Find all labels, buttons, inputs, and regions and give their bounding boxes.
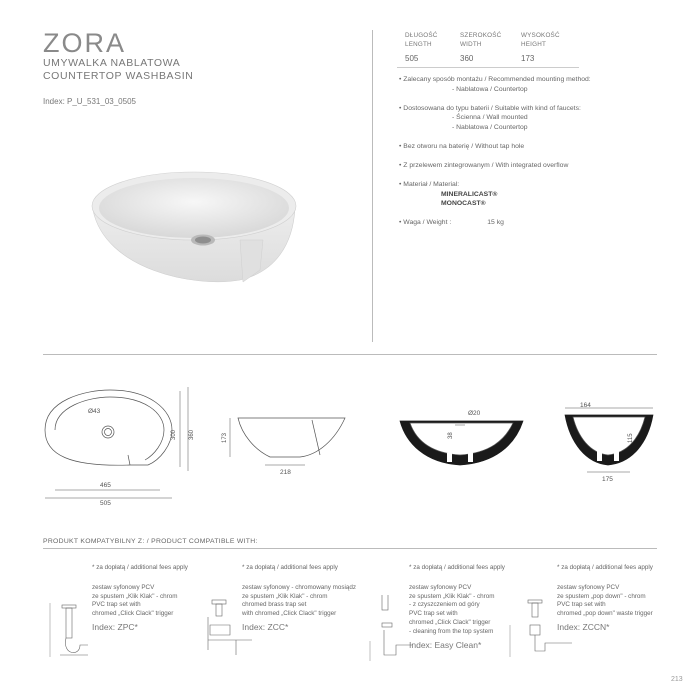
dim-300: 300: [171, 429, 177, 440]
trap-zcc-drawing: [208, 600, 252, 655]
trap-zpc-drawing: [50, 603, 88, 657]
dim-360: 360: [189, 429, 195, 440]
spec-list: [399, 75, 689, 238]
dim-length-value: 505: [405, 54, 419, 63]
spec-overflow: • Z przelewem zintegrowanym / With integrated overflow: [399, 162, 569, 170]
dim-115: 115: [628, 433, 634, 443]
dim-164: 164: [580, 402, 591, 409]
dim-height-label: WYSOKOŚĆ HEIGHT: [521, 32, 560, 48]
dim-length-label: DŁUGOŚĆ LENGTH: [405, 32, 438, 48]
spec-faucet: • Dostosowana do typu baterii / Suitable with kind of faucets: - Ścienna / Wall mounted - Nablatowa / Countertop: [399, 104, 581, 131]
section-divider: [43, 354, 657, 355]
dim-width-value: 360: [460, 54, 474, 63]
subtitle-en: COUNTERTOP WASHBASIN: [43, 70, 194, 82]
spec-weight: • Waga / Weight : 15 kg: [399, 219, 504, 227]
trap-drawings: [40, 595, 580, 670]
dim-height-value: 173: [521, 54, 535, 63]
column-divider: [372, 30, 373, 342]
dim-38: 38: [448, 432, 454, 439]
spec-taphole: • Bez otworu na baterię / Without tap hole: [399, 142, 525, 150]
dim-465: 465: [100, 482, 111, 489]
dim-218: 218: [280, 469, 291, 476]
product-zpc: * za dopłatą / additional fees apply zestaw syfonowy PCV ze spustem „Klik Klak" - chrom PVC trap set with chromed „Click Clack" trigger Index: ZPC*: [92, 564, 188, 632]
top-view-drawing: [45, 387, 188, 498]
product-zcc: * za dopłatą / additional fees apply zestaw syfonowy - chromowany mosiądz ze spustem „Klik Klak" - chrom chromed brass trap set with chromed „Click Clack" trigger Index: ZCC*: [242, 564, 357, 632]
dim-separator: [397, 67, 579, 68]
trap-easy-clean-drawing: [370, 595, 412, 661]
product-zccn: * za dopłatą / additional fees apply zestaw syfonowy PCV ze spustem „pop down" - chrom PVC trap set with chromed „pop down" waste trigger Index: ZCCN*: [557, 564, 653, 632]
product-index: Index: P_U_531_03_0505: [43, 97, 136, 106]
dim-d20: Ø20: [468, 410, 481, 417]
product-easy-clean: * za dopłatą / additional fees apply zestaw syfonowy PCV ze spustem „Klik Klak" - chrom - z czyszczeniem od góry PVC trap set with chromed „Click Clack" trigger - cleaning from the top system Index: Easy Clean*: [409, 564, 505, 650]
section-b-drawing: [565, 408, 653, 472]
trap-zccn-drawing: [510, 600, 572, 657]
dim-d43: Ø43: [88, 408, 101, 415]
dim-173: 173: [222, 432, 228, 443]
subtitle-pl: UMYWALKA NABLATOWA: [43, 57, 181, 69]
technical-drawings: [0, 385, 700, 510]
side-view-drawing: [230, 418, 345, 465]
dim-175: 175: [602, 476, 613, 483]
page-number: 213: [671, 676, 683, 683]
dim-505: 505: [100, 500, 111, 507]
product-title: ZORA: [43, 28, 127, 58]
washbasin-render: [85, 160, 310, 290]
dim-width-label: SZEROKOŚĆ WIDTH: [460, 32, 502, 48]
spec-material: • Materiał / Material: MINERALICAST® MONOCAST®: [399, 181, 498, 208]
compat-heading: PRODUKT KOMPATYBILNY Z: / PRODUCT COMPATIBLE WITH:: [43, 538, 258, 545]
compat-divider: [43, 548, 657, 549]
spec-mounting: • Zalecany sposób montażu / Recommended mounting method: - Nablatowa / Countertop: [399, 76, 591, 93]
section-a-drawing: [400, 421, 523, 465]
